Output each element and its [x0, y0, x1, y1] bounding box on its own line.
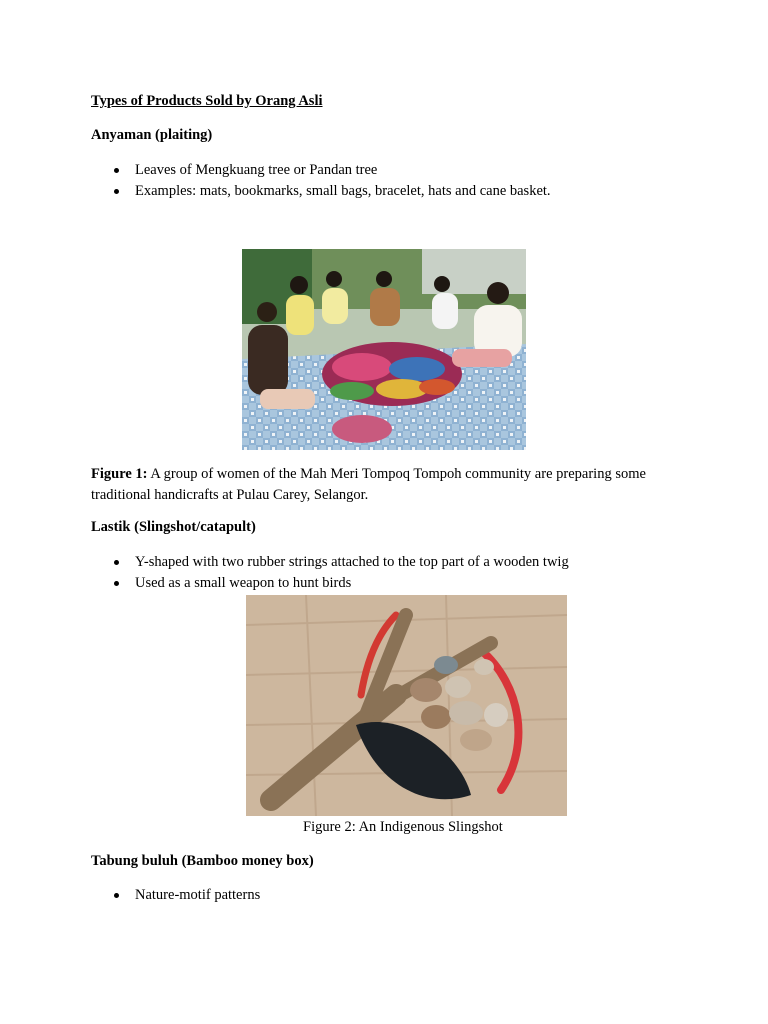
figure-2-caption: Figure 2: An Indigenous Slingshot — [303, 819, 503, 835]
figure-1-label: Figure 1: — [91, 466, 148, 482]
list-item: Leaves of Mengkuang tree or Pandan tree — [91, 161, 551, 182]
list-item: Used as a small weapon to hunt birds — [91, 574, 569, 595]
figure-1-text: A group of women of the Mah Meri Tompoq Tompoh community are preparing some traditional handicrafts at Pulau Carey, Selangor. — [91, 466, 646, 503]
list-item: Nature-motif patterns — [91, 886, 260, 907]
figure-2-photo — [246, 595, 567, 816]
slingshot-illustration — [246, 595, 567, 816]
figure-1-caption — [91, 464, 691, 506]
section-heading-anyaman: Anyaman (plaiting) — [91, 127, 213, 143]
bullet-list-anyaman — [91, 161, 551, 203]
women-weaving-illustration — [242, 249, 526, 450]
list-item: Examples: mats, bookmarks, small bags, bracelet, hats and cane basket. — [91, 182, 551, 203]
figure-1-photo — [242, 249, 526, 450]
document-title: Types of Products Sold by Orang Asli — [91, 93, 323, 109]
section-heading-lastik: Lastik (Slingshot/catapult) — [91, 519, 256, 535]
bullet-list-tabung-buluh — [91, 886, 260, 907]
list-item: Y-shaped with two rubber strings attached to the top part of a wooden twig — [91, 553, 569, 574]
bullet-list-lastik — [91, 553, 569, 595]
section-heading-tabung-buluh: Tabung buluh (Bamboo money box) — [91, 853, 314, 869]
